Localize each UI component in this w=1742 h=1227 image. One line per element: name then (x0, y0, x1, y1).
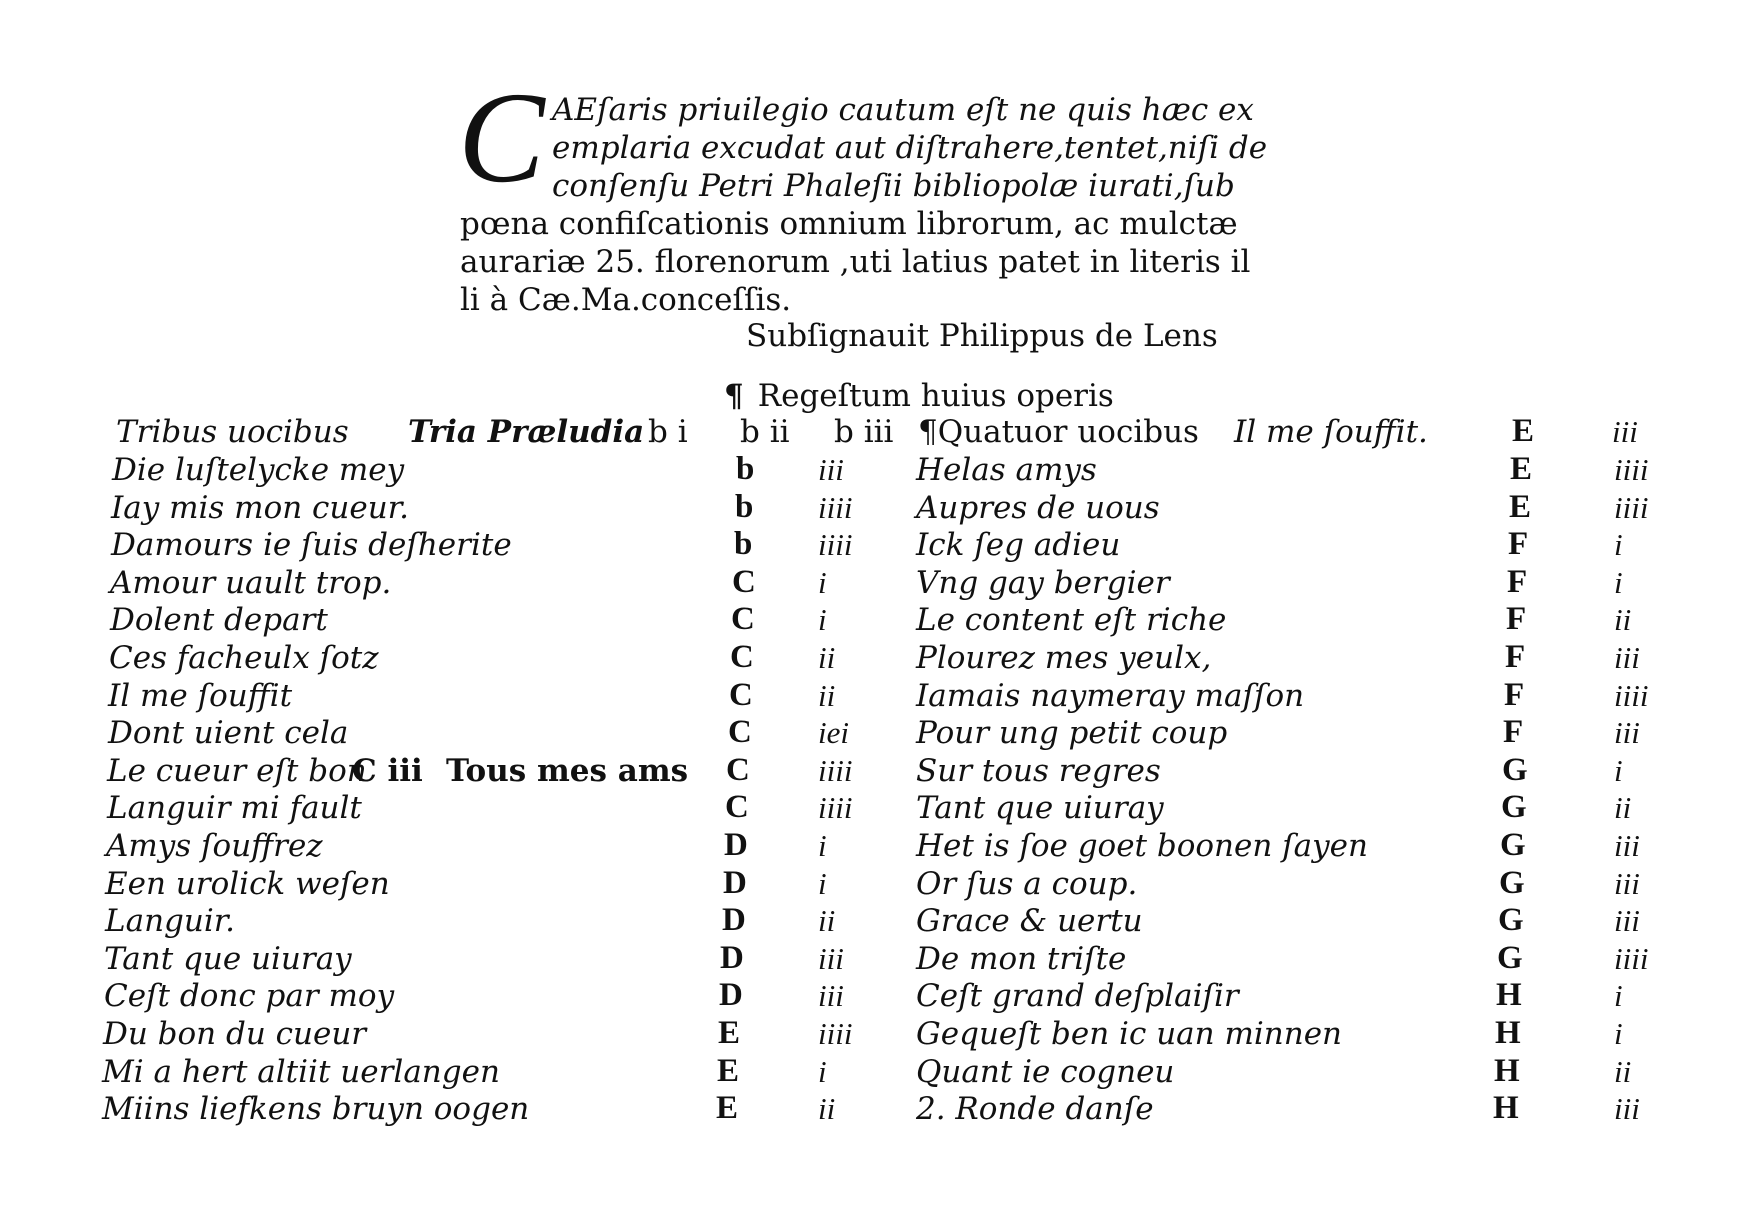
right-entry-title: Gequeſt ben ic uan minnen (916, 1016, 1343, 1052)
right-entry-letter: F (1504, 677, 1525, 713)
left-entry-title: Die luſtelycke mey (112, 452, 405, 488)
left-entry-num: iii (818, 941, 844, 976)
left-entry-title: Ceſt donc par moy (104, 978, 395, 1014)
right-entry-num: iii (1614, 715, 1640, 750)
left-entry-num: ii (818, 678, 836, 713)
right-entry-letter: G (1500, 827, 1526, 863)
left-entry-letter: C (729, 677, 753, 713)
pilcrow-icon: ¶ (724, 378, 744, 414)
left-entry-title: Le cueur eſt bon (107, 753, 367, 789)
left-entry-letter: C (731, 601, 755, 637)
left-entry-title: Languir mi fault (107, 790, 362, 826)
right-entry-title: De mon triſte (916, 941, 1127, 977)
left-entry-num: iiii (818, 753, 853, 788)
right-entry-num: i (1614, 1016, 1623, 1051)
right-entry-num: iiii (1614, 452, 1649, 487)
left-header-title: Tria Præludia (408, 414, 645, 450)
left-entry-title: Iay mis mon cueur. (111, 490, 409, 526)
left-header-label: Tribus uocibus (116, 414, 349, 450)
right-entry-letter: H (1495, 1015, 1521, 1051)
left-entry-letter: b (734, 526, 753, 562)
left-entry-letter: b (736, 451, 755, 487)
left-entry-num: i (818, 828, 827, 863)
right-entry-title: Vng gay bergier (916, 565, 1170, 601)
right-entry-title: Het is ſoe goet boonen ſayen (916, 828, 1368, 864)
right-entry-num: i (1614, 753, 1623, 788)
right-entry-letter: G (1498, 902, 1524, 938)
left-header-ref-1: b i (648, 414, 688, 450)
privilege-line-1: AEſaris priuilegio cautum eſt ne quis hæc ex (552, 92, 1254, 128)
left-entry-num: ii (818, 903, 836, 938)
left-entry-num: iiii (818, 790, 853, 825)
right-entry-letter: F (1503, 714, 1524, 750)
left-entry-title: Tant que uiuray (104, 941, 352, 977)
left-entry-letter: C (726, 752, 750, 788)
right-entry-title: Quant ie cogneu (916, 1054, 1175, 1090)
privilege-line-5: aurariæ 25. florenorum ,uti latius patet in literis il (460, 244, 1251, 280)
left-entry-num: iii (818, 978, 844, 1013)
left-entry-title: Damours ie ſuis deſherite (111, 527, 512, 563)
left-entry-letter: D (722, 902, 746, 938)
signature-line: Subſignauit Philippus de Lens (746, 318, 1218, 354)
left-header-ref-3: b iii (834, 414, 894, 450)
right-entry-letter: G (1501, 789, 1527, 825)
left-header-ref-2: b ii (740, 414, 790, 450)
privilege-line-3: conſenſu Petri Phaleſii bibliopolæ iurati,ſub (552, 168, 1235, 204)
left-entry-num: iiii (818, 527, 853, 562)
right-entry-letter: F (1507, 564, 1528, 600)
left-entry-title: Een urolick weſen (105, 866, 390, 902)
right-entry-title: Tant que uiuray (916, 790, 1164, 826)
drop-cap-initial: C (458, 66, 545, 210)
left-entry-num: iiii (818, 1016, 853, 1051)
right-entry-title: Pour ung petit coup (916, 715, 1228, 751)
left-entry-title: Mi a hert altiit uerlangen (102, 1054, 500, 1090)
left-entry-letter: C (725, 789, 749, 825)
left-entry-num: ii (818, 1091, 836, 1126)
right-entry-num: i (1614, 565, 1623, 600)
right-entry-letter: G (1499, 865, 1525, 901)
right-entry-num: iii (1614, 866, 1640, 901)
left-entry-extra-ref: C iii (352, 753, 423, 789)
right-entry-title: Le content eſt riche (916, 602, 1227, 638)
right-entry-num: ii (1614, 602, 1632, 637)
right-entry-title: Sur tous regres (916, 753, 1161, 789)
right-header-letter: E (1512, 413, 1535, 449)
right-entry-num: iiii (1614, 941, 1649, 976)
right-entry-num: i (1614, 527, 1623, 562)
right-entry-num: iii (1614, 828, 1640, 863)
left-entry-title: Ces facheulx ſotz (109, 640, 379, 676)
right-entry-num: ii (1614, 1054, 1632, 1089)
right-entry-num: iii (1614, 903, 1640, 938)
right-entry-title: 2. Ronde danſe (916, 1091, 1154, 1127)
left-entry-letter: E (716, 1090, 739, 1126)
privilege-line-4: pœna confiſcationis omnium librorum, ac mulctæ (460, 206, 1238, 242)
left-entry-title: Dolent depart (110, 602, 328, 638)
right-entry-num: i (1614, 978, 1623, 1013)
left-entry-num: i (818, 1054, 827, 1089)
right-entry-title: Aupres de uous (916, 490, 1160, 526)
left-entry-letter: C (728, 714, 752, 750)
left-entry-num: iiii (818, 490, 853, 525)
left-entry-title: Amour uault trop. (110, 565, 392, 601)
right-entry-letter: F (1506, 601, 1527, 637)
right-entry-letter: F (1505, 639, 1526, 675)
privilege-line-2: emplaria excudat aut diſtrahere,tentet,niſi de (552, 130, 1268, 166)
right-entry-title: Ceſt grand deſplaiſir (916, 978, 1239, 1014)
left-entry-num: i (818, 866, 827, 901)
left-entry-num: i (818, 602, 827, 637)
left-entry-title: Dont uient cela (108, 715, 349, 751)
right-entry-num: iiii (1614, 490, 1649, 525)
right-entry-title: Plourez mes yeulx, (916, 640, 1212, 676)
left-entry-letter: D (720, 940, 744, 976)
right-entry-letter: G (1502, 752, 1528, 788)
right-entry-title: Ick ſeg adieu (916, 527, 1121, 563)
left-entry-title: Languir. (105, 903, 236, 939)
right-entry-title: Or ſus a coup. (916, 866, 1138, 902)
left-entry-title: Amys ſouffrez (106, 828, 323, 864)
left-entry-letter: b (735, 489, 754, 525)
left-entry-letter: D (723, 865, 747, 901)
left-entry-num: i (818, 565, 827, 600)
left-entry-letter: C (732, 564, 756, 600)
right-entry-letter: H (1493, 1090, 1519, 1126)
right-entry-num: ii (1614, 790, 1632, 825)
right-entry-letter: H (1496, 977, 1522, 1013)
right-entry-letter: E (1510, 451, 1533, 487)
register-title (724, 378, 1114, 414)
register-title-text: Regeſtum huius operis (757, 378, 1114, 414)
right-entry-title: Grace & uertu (916, 903, 1143, 939)
right-entry-letter: E (1509, 489, 1532, 525)
right-entry-num: iiii (1614, 678, 1649, 713)
right-header-label: ¶Quatuor uocibus (918, 414, 1199, 450)
left-entry-extra-title: Tous mes ams (446, 753, 689, 789)
left-entry-letter: C (730, 639, 754, 675)
right-entry-title: Helas amys (916, 452, 1097, 488)
left-entry-num: iii (818, 452, 844, 487)
left-entry-title: Du bon du cueur (103, 1016, 367, 1052)
right-entry-num: iii (1614, 640, 1640, 675)
right-entry-title: Iamais naymeray maſſon (916, 678, 1305, 714)
left-entry-num: iei (818, 715, 849, 750)
left-entry-letter: D (719, 977, 743, 1013)
right-entry-num: iii (1614, 1091, 1640, 1126)
left-entry-letter: E (718, 1015, 741, 1051)
right-entry-letter: G (1497, 940, 1523, 976)
left-entry-title: Miins liefkens bruyn oogen (102, 1091, 530, 1127)
left-entry-letter: D (724, 827, 748, 863)
left-entry-title: Il me ſouffit (108, 678, 293, 714)
right-header-num: iii (1612, 414, 1638, 449)
left-entry-num: ii (818, 640, 836, 675)
right-entry-letter: F (1508, 526, 1529, 562)
privilege-line-6: li à Cæ.Ma.conceſſis. (460, 282, 792, 318)
right-entry-letter: H (1494, 1053, 1520, 1089)
left-entry-letter: E (717, 1053, 740, 1089)
right-header-title: Il me ſouffit. (1234, 414, 1428, 450)
